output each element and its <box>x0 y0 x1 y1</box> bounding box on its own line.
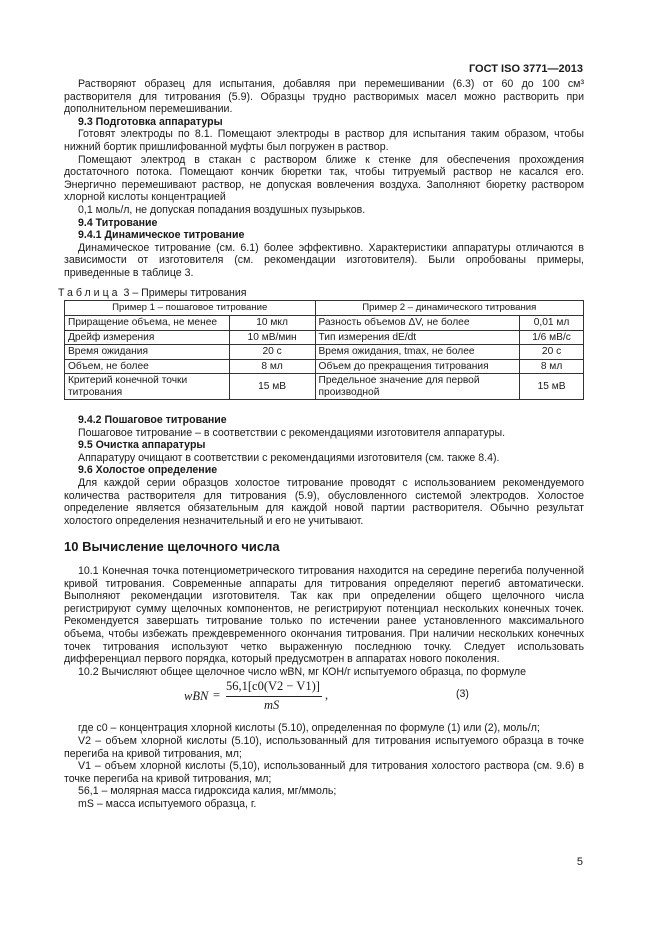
cell-label-2: Объем до прекращения титрования <box>315 359 520 374</box>
paragraph-concentration: 0,1 моль/л, не допуская попадания воздушных пузырьков. <box>78 203 366 216</box>
paragraph-sample-dissolution: Растворяют образец для испытания, добавляя при перемешивании (6.3) от 60 до 100 см³ растворителя для титрования (5.9). Образцы трудно растворимых масел можно растворить при дополнительном перемешивании. <box>64 78 584 116</box>
heading-9-4: 9.4 Титрование <box>78 216 158 229</box>
paragraph-electrode-prep: Готовят электроды по 8.1. Помещают электроды в раствор для испытания таким образом, чтобы нижний бортик пришлифованной муфты был погружен в раствор. <box>64 128 584 153</box>
heading-10: 10 Вычисление щелочного числа <box>64 539 280 555</box>
cell-value-1: 20 с <box>229 345 315 360</box>
where-c0: где c0 – концентрация хлорной кислоты (5.10), определенная по формуле (1) или (2), моль/л; <box>78 722 540 735</box>
table-row <box>65 330 584 345</box>
formula-3 <box>64 680 584 716</box>
heading-9-4-2: 9.4.2 Пошаговое титрование <box>78 414 227 427</box>
paragraph-stepwise: Пошаговое титрование – в соответствии с рекомендациями изготовителя аппаратуры. <box>78 426 506 439</box>
header-example-2: Пример 2 – динамического титрования <box>315 301 583 316</box>
cell-value-1: 10 мкл <box>229 316 315 331</box>
where-molar-mass: 56,1 – молярная масса гидроксида калия, мг/ммоль; <box>78 785 337 798</box>
formula-numerator: 56,1[c0(V2 − V1)] <box>226 679 320 694</box>
table-row <box>65 374 584 400</box>
cell-value-1: 10 мВ/мин <box>229 330 315 345</box>
fraction-bar <box>226 696 322 697</box>
table-header-row <box>65 301 584 316</box>
paragraph-10-1: 10.1 Конечная точка потенциометрического титрования находится на середине перегиба полученной кривой титрования. Современные аппараты для титрования определяют перегиб автоматически. Выполняют рекомендации изготовителя. Так как при определении общего щелочного числа регистрируют сумму щелочных компонентов, не регистрируют потенциал нескольких конечных точек. Рекомендуется завершать титрование только по истечении ранее установленного максимального объема, чтобы избежать преждевременного окончания титрования. При наличии нескольких конечных точек титрования используют четко выраженную последнюю точку. Следует использовать дифференциал первого порядка, который предусмотрен в аппаратах нового поколения. <box>64 565 584 666</box>
table-row <box>65 345 584 360</box>
header-example-1: Пример 1 – пошаговое титрование <box>65 301 316 316</box>
formula-lhs: wBN <box>184 689 209 704</box>
formula-number: (3) <box>456 688 469 701</box>
standard-header: ГОСТ ISO 3771—2013 <box>468 63 583 75</box>
page-content <box>58 78 584 811</box>
table-caption <box>58 287 584 300</box>
paragraph-cleaning: Аппаратуру очищают в соответствии с рекомендациями изготовителя (см. также 8.4). <box>78 451 500 464</box>
where-v1: V1 – объем хлорной кислоты (5,10), использованный для титрования холостого раствора (см. 9.6) в точке перегиба на кривой титрования, мл; <box>64 760 584 785</box>
formula-comma: , <box>325 688 329 703</box>
heading-9-3: 9.3 Подготовка аппаратуры <box>78 115 223 128</box>
cell-value-2: 0,01 мл <box>520 316 584 331</box>
paragraph-blank: Для каждой серии образцов холостое титрование проводят с использованием рекомендуемого количества растворителя для титрования (5.9), обусловленного системой электродов. Холостое определение является обязательным для каждой новой партии растворителя. Обычно результат холостого определения незначительный и его не учитывают. <box>64 477 584 527</box>
cell-label-1: Критерий конечной точки титрования <box>65 374 230 400</box>
page-number: 5 <box>576 856 583 868</box>
cell-label-1: Приращение объема, не менее <box>65 316 230 331</box>
where-ms: mS – масса испытуемого образца, г. <box>78 797 257 810</box>
formula-denominator: mS <box>264 698 280 713</box>
cell-label-2: Тип измерения dE/dt <box>315 330 520 345</box>
cell-value-2: 1/6 мВ/с <box>520 330 584 345</box>
cell-label-1: Дрейф измерения <box>65 330 230 345</box>
heading-9-4-1: 9.4.1 Динамическое титрование <box>78 229 245 242</box>
cell-label-2: Разность объемов ΔV, не более <box>315 316 520 331</box>
heading-9-6: 9.6 Холостое определение <box>78 464 218 477</box>
where-v2: V2 – объем хлорной кислоты (5.10), использованный для титрования испытуемого образца в точке перегиба на кривой титрования, мл; <box>64 734 584 760</box>
heading-9-5: 9.5 Очистка аппаратуры <box>78 439 206 452</box>
cell-value-1: 8 мл <box>229 359 315 374</box>
paragraph-10-2: 10.2 Вычисляют общее щелочное число wBN, мг КОН/г испытуемого образца, по формуле <box>78 665 526 678</box>
cell-value-2: 8 мл <box>520 359 584 374</box>
cell-value-1: 15 мВ <box>229 374 315 400</box>
cell-label-2: Время ожидания, tmax, не более <box>315 345 520 360</box>
cell-value-2: 20 с <box>520 345 584 360</box>
table-row <box>65 316 584 331</box>
table-row <box>65 359 584 374</box>
cell-label-1: Объем, не более <box>65 359 230 374</box>
cell-label-2: Предельное значение для первой производной <box>315 374 520 400</box>
paragraph-electrode-placement: Помещают электрод в стакан с раствором ближе к стенке для обеспечения прохождения достаточного потока. Помещают кончик бюретки так, чтобы титруемый раствор не касался его. Энергично перемешивают раствор, не допуская вовлечения воздуха. Заполняют бюретку раствором хлорной кислоты концентрацией <box>64 153 584 204</box>
table-caption-rest: 3 – Примеры титрования <box>123 286 247 299</box>
cell-value-2: 15 мВ <box>520 374 584 400</box>
titration-examples-table <box>64 300 584 400</box>
paragraph-dynamic-titration: Динамическое титрование (см. 6.1) более эффективно. Характеристики аппаратуры отличаются в зависимости от изготовителя (см. рекомендации изготовителя). Были опробованы примеры, приведенные в таблице 3. <box>64 241 584 279</box>
cell-label-1: Время ожидания <box>65 345 230 360</box>
table-caption-word: Таблица <box>58 286 121 299</box>
formula-equals: = <box>213 688 221 703</box>
